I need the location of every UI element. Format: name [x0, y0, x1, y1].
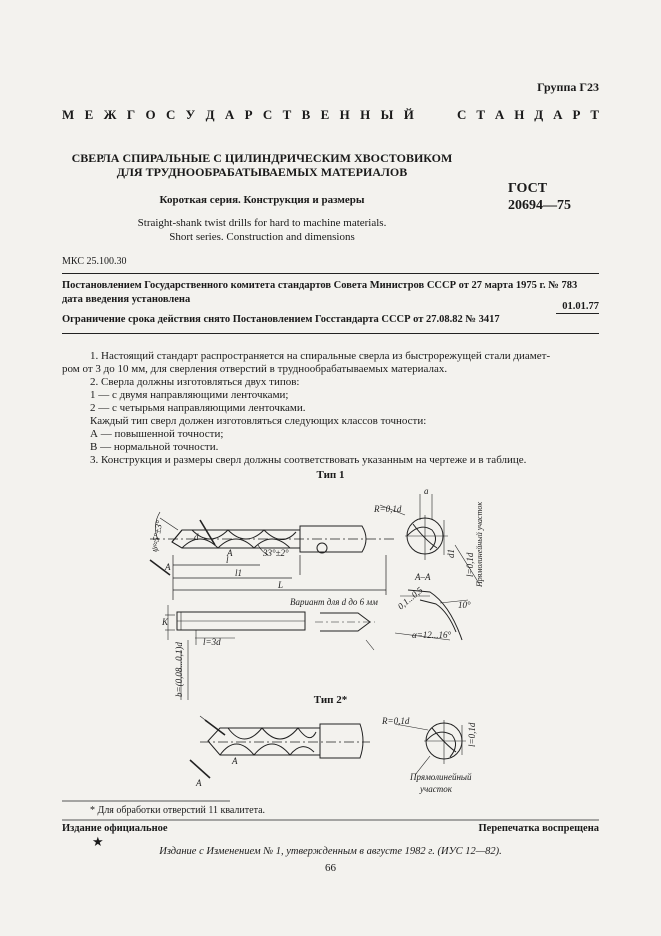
paragraph-1-line-2: ром от 3 до 10 мм, для сверления отверстий в труднообрабатываемых материалах.: [62, 363, 448, 375]
banner-letter: Е: [84, 107, 94, 122]
gost-label: ГОСТ: [508, 181, 548, 196]
banner-letter: М: [62, 107, 75, 122]
paragraph-2-item-2: 2 — с четырьмя направляющими ленточками.: [90, 402, 306, 414]
footnote: * Для обработки отверстий 11 квалитета.: [90, 805, 266, 816]
introduction-date: 01.01.77: [562, 301, 599, 312]
label-variant: Вариант для d до 6 мм: [290, 597, 378, 607]
type-2-section: [395, 720, 466, 775]
label-l-section: l=0,1d: [465, 552, 475, 577]
type-1-label: Тип 1: [316, 469, 345, 481]
banner-letter: Е: [320, 107, 330, 122]
title-line-2: ДЛЯ ТРУДНООБРАБАТЫВАЕМЫХ МАТЕРИАЛОВ: [116, 165, 408, 179]
banner-letter: О: [145, 107, 156, 122]
banner-letter: У: [185, 107, 196, 122]
banner-letter: Й: [403, 107, 414, 122]
label-l: l: [226, 555, 229, 565]
banner-letter: А: [553, 107, 563, 122]
label-L: L: [278, 580, 284, 590]
label-angle-3: 0,1...0,5: [395, 584, 425, 612]
banner-letter: Р: [244, 107, 253, 122]
paragraph-3: Каждый тип сверл должен изготовляться следующих классов точности:: [90, 415, 427, 427]
banner-letter: В: [301, 107, 311, 122]
banner-letter: Т: [590, 107, 599, 122]
page-number: 66: [325, 862, 336, 874]
english-title-line-1: Straight-shank twist drills for hard to machine materials.: [137, 217, 387, 229]
banner-letter: Г: [126, 107, 136, 122]
banner-letter: С: [262, 107, 273, 122]
label-a-type2-upper: А: [232, 756, 238, 766]
document-subtitle: Короткая серия. Конструкция и размеры: [159, 194, 365, 206]
label-b: b=(0,08...0,1)d: [174, 642, 184, 697]
label-straight-2-line-1: Прямолинейный: [410, 772, 472, 782]
banner-letter: Ж: [103, 107, 117, 122]
paragraph-1-line-1: 1. Настоящий стандарт распространяется на спиральные сверла из быстрорежущей стали диамет-: [90, 350, 551, 362]
label-d: d: [194, 532, 199, 542]
banner-letter: Р: [572, 107, 581, 122]
label-a: a: [424, 486, 429, 496]
land-section: [165, 605, 305, 700]
label-K: K: [162, 617, 169, 627]
official-edition: Издание официальное: [62, 823, 168, 834]
title-line-1: СВЕРЛА СПИРАЛЬНЫЕ С ЦИЛИНДРИЧЕСКИМ ХВОСТОВИКОМ: [71, 151, 453, 165]
label-alpha: α=12...16°: [412, 630, 452, 640]
paragraph-2-item-1: 1 — с двумя направляющими ленточками;: [90, 389, 289, 401]
banner-letter: Т: [476, 107, 485, 122]
banner-letter: Д: [534, 107, 544, 122]
banner-letter: Д: [205, 107, 215, 122]
label-angle-4: 10°: [458, 600, 471, 610]
banner-letter: А: [224, 107, 235, 122]
banner-letter: Н: [360, 107, 371, 122]
reprint-notice: Перепечатка воспрещена: [478, 823, 599, 834]
label-helix-angle: 33°±2°: [263, 548, 289, 558]
label-R: R=0,1d: [374, 504, 402, 514]
label-a-cut: А: [165, 562, 171, 572]
label-l3d: l=3d: [203, 637, 221, 647]
label-angle-1: ψ≈5°±3°: [148, 519, 165, 553]
banner-letter: Н: [514, 107, 525, 122]
paragraph-2: 2. Сверла должны изготовляться двух типов:: [90, 376, 300, 388]
label-l1: l1: [235, 568, 243, 578]
group-code: Группа Г23: [537, 80, 599, 94]
banner-letter: С: [457, 107, 467, 122]
label-l2: l=0,1d: [467, 722, 477, 747]
variant-small-drill: [315, 613, 375, 650]
star-icon: ★: [92, 834, 104, 849]
banner-letter: С: [165, 107, 176, 122]
label-d1: d1: [446, 549, 456, 558]
type-2-drill-body: [190, 716, 370, 778]
label-straight-vertical: Прямолинейный участок: [475, 501, 484, 587]
label-a-cut-upper: А: [227, 548, 233, 558]
banner-letter: Ы: [380, 107, 394, 122]
type-2-label: Тип 2*: [313, 694, 348, 706]
limit-text: Ограничение срока действия снято Постановлением Госстандарта СССР от 27.08.82 № 3417: [62, 314, 500, 325]
decree-line-2: дата введения установлена: [62, 294, 191, 305]
paragraph-3-item-2: В — нормальной точности.: [90, 441, 219, 453]
label-section-aa: А–А: [415, 572, 431, 582]
decree-line-1: Постановлением Государственного комитета стандартов Совета Министров СССР от 27 марта 1975 г. № 783: [62, 280, 578, 291]
banner-letter: Т: [282, 107, 292, 122]
mks-code: МКС 25.100.30: [62, 256, 127, 267]
edition-note: Издание с Изменением № 1, утвержденным в августе 1982 г. (ИУС 12—82).: [159, 846, 502, 857]
paragraph-3-item-1: А — повышенной точности;: [90, 428, 224, 440]
english-title-line-2: Short series. Construction and dimensions: [169, 231, 355, 243]
label-straight-2-line-2: участок: [420, 784, 452, 794]
gost-number: 20694—75: [508, 198, 571, 213]
label-a-type2: А: [196, 778, 202, 788]
banner-letter: А: [494, 107, 505, 122]
banner-letter: Н: [339, 107, 350, 122]
paragraph-4: 3. Конструкция и размеры сверл должны соответствовать указанным на чертеже и в таблице.: [90, 454, 527, 466]
label-R2: R=0,1d: [382, 716, 410, 726]
